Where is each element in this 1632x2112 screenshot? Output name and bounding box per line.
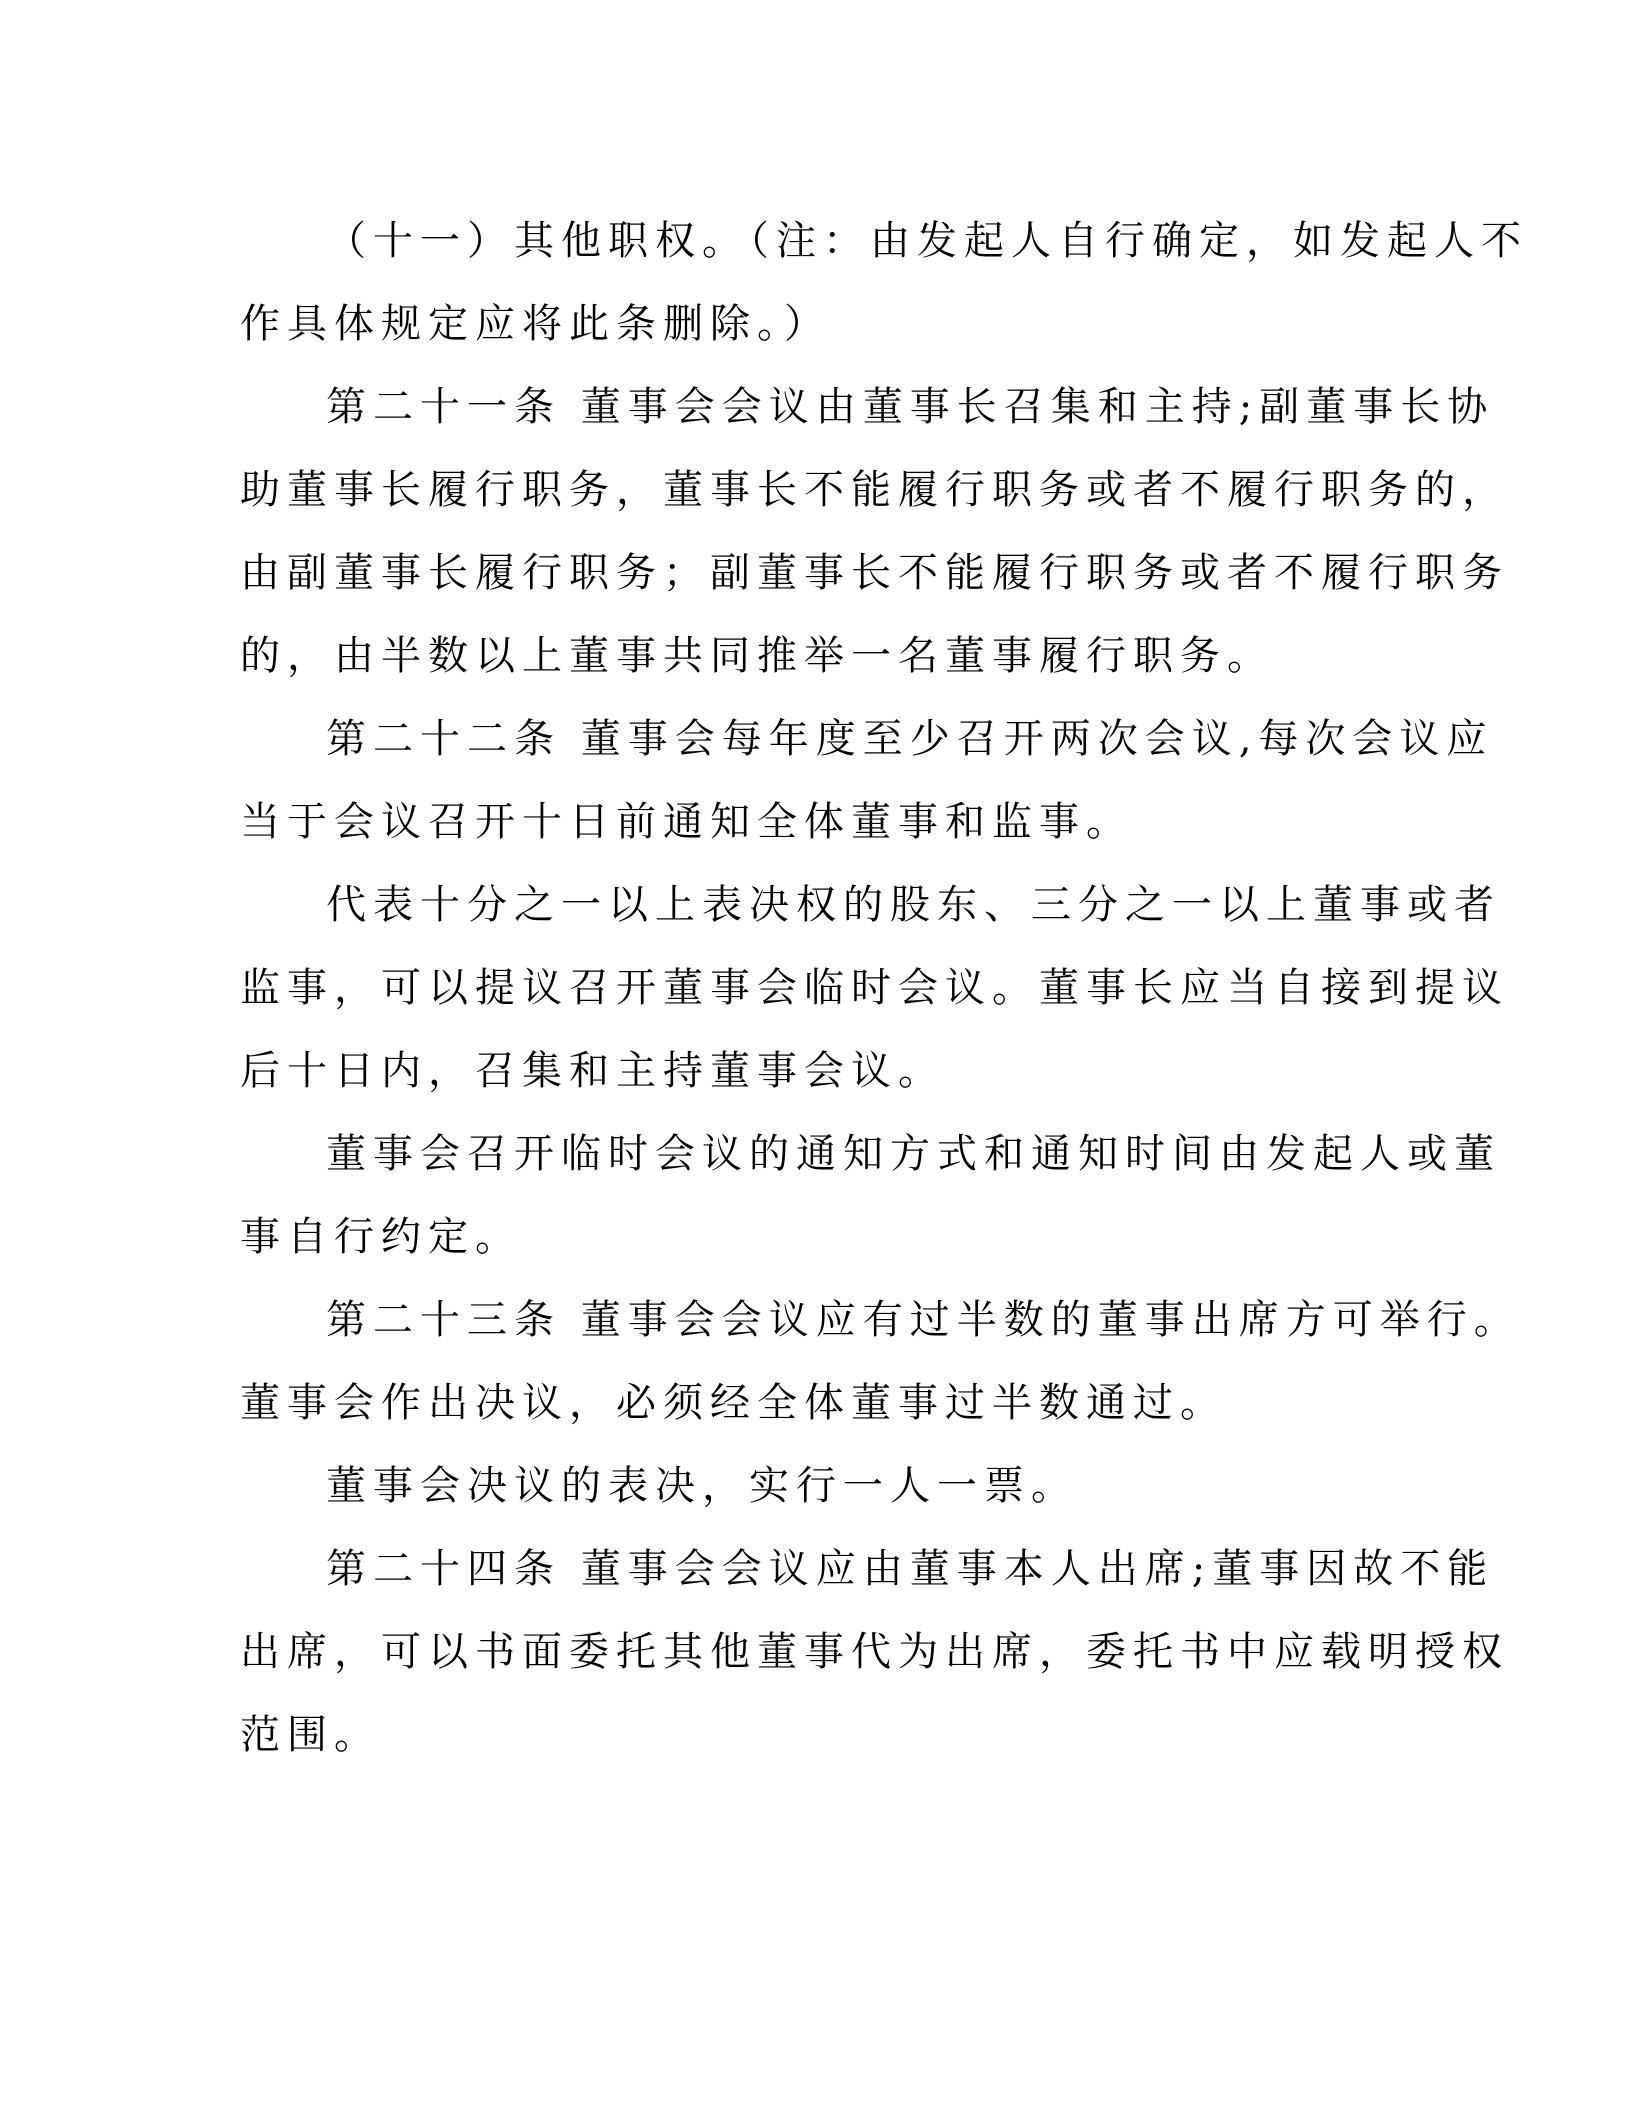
paragraph-line: 董事会召开临时会议的通知方式和通知时间由发起人或董 bbox=[326, 1131, 1501, 1177]
paragraph-line: 第二十二条 董事会每年度至少召开两次会议,每次会议应 bbox=[326, 716, 1494, 762]
paragraph-interim-meeting-proposal bbox=[240, 864, 1509, 1113]
paragraph-voting-rule bbox=[240, 1445, 1380, 1528]
paragraph-line: 由副董事长履行职务；副董事长不能履行职务或者不履行职务 bbox=[240, 550, 1509, 596]
paragraph-line: 第二十四条 董事会会议应由董事本人出席;董事因故不能 bbox=[326, 1546, 1495, 1592]
paragraph-other-powers bbox=[240, 200, 1528, 366]
paragraph-line: 第二十一条 董事会会议由董事长召集和主持;副董事长协 bbox=[326, 384, 1495, 430]
paragraph-article-24 bbox=[240, 1528, 1509, 1777]
paragraph-line: 出席，可以书面委托其他董事代为出席，委托书中应载明授权 bbox=[240, 1629, 1509, 1675]
paragraph-article-23 bbox=[240, 1279, 1521, 1445]
paragraph-line: 后十日内，召集和主持董事会议。 bbox=[240, 1048, 945, 1094]
paragraph-line: 监事，可以提议召开董事会临时会议。董事长应当自接到提议 bbox=[240, 965, 1509, 1011]
paragraph-line: 事自行约定。 bbox=[240, 1214, 522, 1260]
paragraph-interim-meeting-notice bbox=[240, 1113, 1501, 1279]
paragraph-line: 的，由半数以上董事共同推举一名董事履行职务。 bbox=[240, 633, 1274, 679]
paragraph-line: 董事会作出决议，必须经全体董事过半数通过。 bbox=[240, 1380, 1227, 1426]
paragraph-line: 作具体规定应将此条删除。） bbox=[240, 301, 831, 347]
paragraph-line: （十一）其他职权。（注：由发起人自行确定，如发起人不 bbox=[326, 218, 1528, 264]
paragraph-line: 助董事长履行职务，董事长不能履行职务或者不履行职务的， bbox=[240, 467, 1509, 513]
paragraph-article-21 bbox=[240, 366, 1509, 698]
paragraph-article-22 bbox=[240, 698, 1494, 864]
document-page bbox=[240, 200, 1528, 1777]
paragraph-line: 董事会决议的表决，实行一人一票。 bbox=[326, 1463, 1078, 1509]
paragraph-line: 第二十三条 董事会会议应有过半数的董事出席方可举行。 bbox=[326, 1297, 1521, 1343]
paragraph-line: 代表十分之一以上表决权的股东、三分之一以上董事或者 bbox=[326, 882, 1501, 928]
paragraph-line: 范围。 bbox=[240, 1712, 381, 1758]
paragraph-line: 当于会议召开十日前通知全体董事和监事。 bbox=[240, 799, 1133, 845]
